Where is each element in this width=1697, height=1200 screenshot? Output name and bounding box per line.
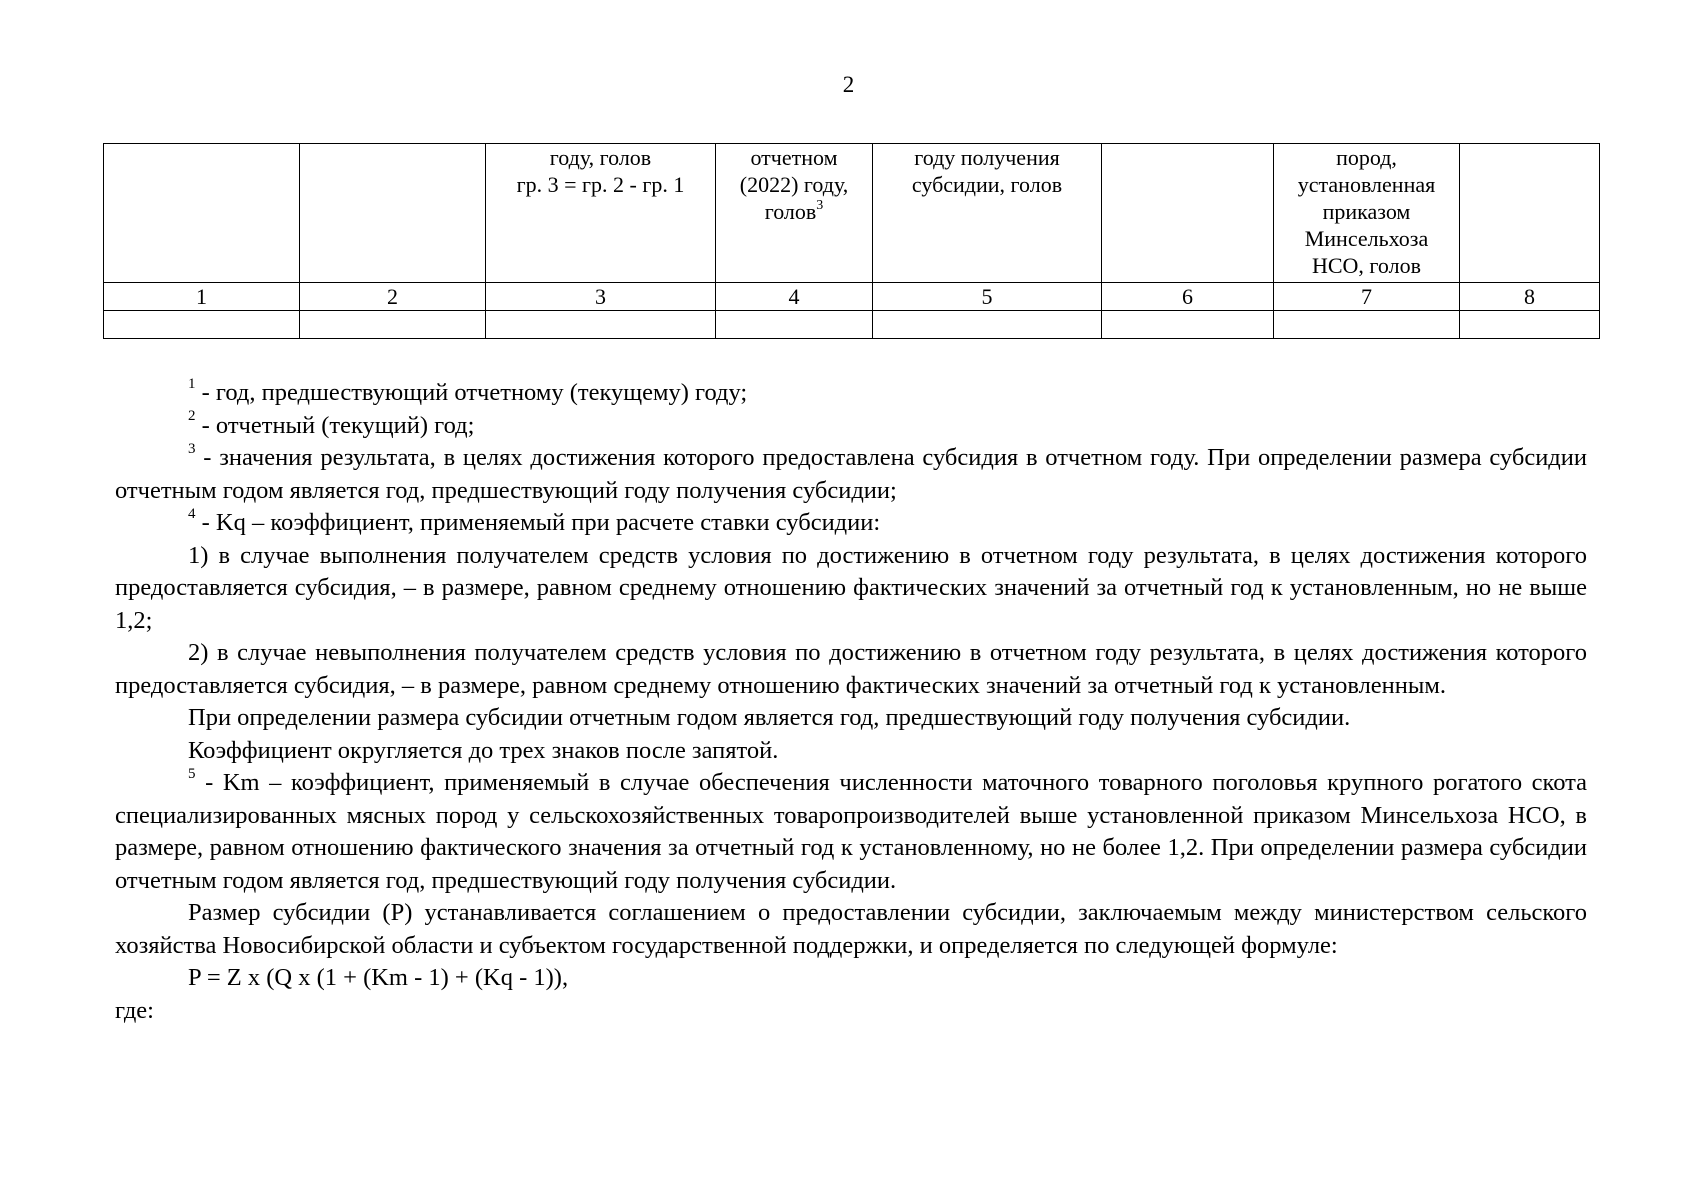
footnote-text: - Kq – коэффициент, применяемый при расчете ставки субсидии:	[195, 509, 881, 536]
footnote-text: - значения результата, в целях достижения которого предоставлена субсидия в отчетном году. При определении размера субсидии отчетным годом является год, предшествующий году получения субсидии;	[115, 444, 1587, 504]
footnote-mark: 4	[188, 505, 196, 522]
table-cell	[716, 311, 873, 339]
footnote-text: - отчетный (текущий) год;	[195, 411, 475, 439]
table-cell	[1102, 311, 1274, 339]
header-cell-line: пород,	[1336, 145, 1397, 170]
footnote-mark: 3	[188, 440, 196, 457]
kq-item-1: 1) в случае выполнения получателем средств условия по достижению в отчетном году результата, в целях достижения которого предоставляется субсидия, – в размере, равном среднему отношению фактических значений за отчетный год к установленным, но не выше 1,2;	[115, 541, 1587, 634]
header-cell-7	[1274, 144, 1460, 283]
table-cell	[486, 311, 716, 339]
page-number: 2	[842, 72, 855, 97]
header-cell-line-text: голов	[764, 199, 817, 224]
header-cell-line: субсидии, голов	[911, 172, 1063, 197]
column-number: 8	[1460, 283, 1600, 311]
column-number: 6	[1102, 283, 1274, 311]
header-cell-line: году получения	[914, 145, 1060, 170]
footnote-5	[115, 767, 1587, 897]
header-cell-line: Минсельхоза	[1304, 226, 1429, 251]
footnote-text: - год, предшествующий отчетному (текущему) году;	[195, 379, 748, 406]
header-cell-line: отчетном	[750, 145, 838, 170]
footnote-mark: 2	[188, 408, 196, 425]
column-number: 2	[300, 283, 486, 311]
paragraph-reporting-year: При определении размера субсидии отчетным годом является год, предшествующий году получения субсидии.	[188, 704, 1351, 731]
footnote-ref: 3	[816, 197, 824, 213]
paragraph-rounding: Коэффициент округляется до трех знаков после запятой.	[188, 736, 779, 764]
header-cell-line: установленная	[1297, 172, 1436, 197]
header-cell-line: (2022) году,	[739, 172, 849, 197]
column-number: 3	[486, 283, 716, 311]
kq-item-2: 2) в случае невыполнения получателем средств условия по достижению в отчетном году результата, в целях достижения которого предоставляется субсидия, – в размере, равном среднему отношению фактических значений за отчетный год к установленным.	[115, 639, 1587, 699]
table-cell	[300, 311, 486, 339]
header-cell-2	[300, 144, 486, 283]
where-label: где:	[115, 996, 154, 1024]
paragraph-subsidy-size: Размер субсидии (P) устанавливается соглашением о предоставлении субсидии, заключаемым между министерством сельского хозяйства Новосибирской области и субъектом государственной поддержки, и определяется по следующей формуле:	[115, 899, 1587, 959]
header-cell-5	[873, 144, 1102, 283]
footnotes-section	[115, 377, 1587, 1027]
table-cell	[1274, 311, 1460, 339]
column-number: 1	[104, 283, 300, 311]
header-cell-3	[486, 144, 716, 283]
table-cell	[104, 311, 300, 339]
column-number: 7	[1274, 283, 1460, 311]
footnote-1	[115, 377, 1587, 410]
header-cell-line: приказом	[1322, 199, 1411, 224]
header-cell-line: году, голов	[549, 145, 652, 170]
footnote-3	[115, 442, 1587, 507]
table-cell	[1460, 311, 1600, 339]
column-number: 4	[716, 283, 873, 311]
header-cell-line	[720, 198, 868, 225]
footnote-2	[115, 410, 1587, 443]
formula: P = Z x (Q x (1 + (Km - 1) + (Kq - 1)),	[188, 964, 569, 991]
table-header-row	[104, 144, 1600, 283]
footnote-mark: 1	[188, 375, 196, 392]
table-cell	[873, 311, 1102, 339]
header-cell-8	[1460, 144, 1600, 283]
footnote-mark: 5	[188, 765, 196, 782]
header-cell-line: НСО, голов	[1311, 253, 1421, 278]
header-cell-4	[716, 144, 873, 283]
column-number-row	[104, 283, 1600, 311]
header-cell-6	[1102, 144, 1274, 283]
column-number: 5	[873, 283, 1102, 311]
footnote-4	[115, 507, 1587, 540]
footnote-text: - Km – коэффициент, применяемый в случае обеспечения численности маточного товарного поголовья крупного рогатого скота специализированных мясных пород у сельскохозяйственных товаропроизводителей выше установленной приказом Минсельхоза НСО, в размере, равном отношению фактического значения за отчетный год к установленному, но не более 1,2. При определении размера субсидии отчетным годом является год, предшествующий году получения субсидии.	[115, 769, 1587, 894]
header-cell-1	[104, 144, 300, 283]
table-row	[104, 311, 1600, 339]
header-cell-line: гр. 3 = гр. 2 - гр. 1	[516, 172, 685, 197]
data-table	[103, 143, 1600, 339]
